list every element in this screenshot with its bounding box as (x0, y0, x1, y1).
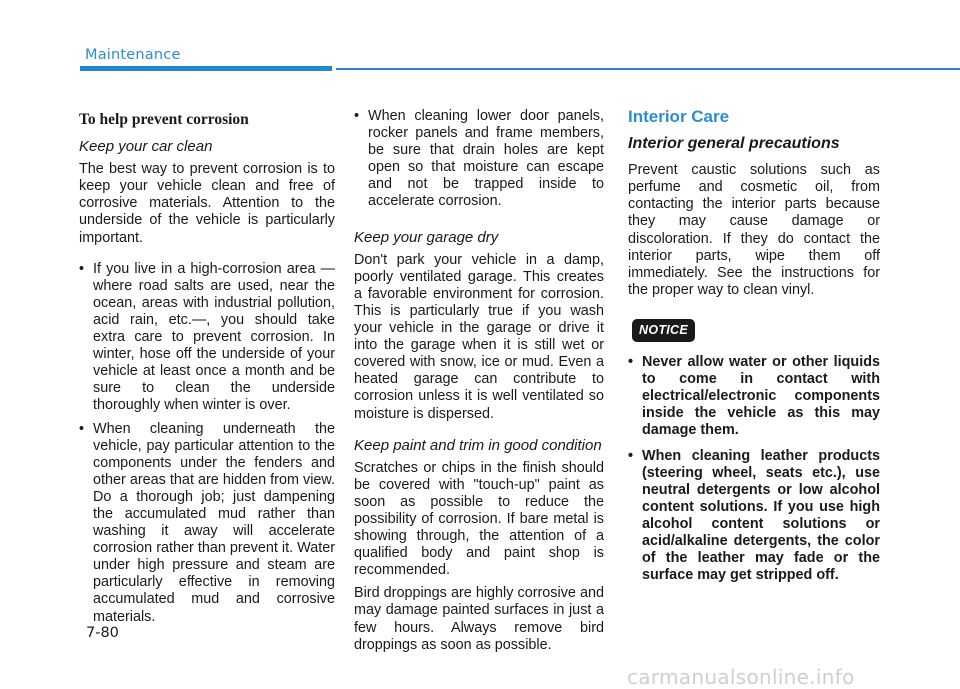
list-item: • When cleaning lower door panels, rocker panels and frame members, be sure that drain holes are kept open so that moisture can escape and not be trapped inside to accelerate corrosion. (354, 108, 604, 211)
watermark: carmanualsonline.info (627, 665, 855, 689)
garage-paragraph: Don't park your vehicle in a damp, poorly ventilated garage. This creates a favorable environment for corrosion. This is particularly true if you wash your vehicle in the garage or drive it into the garage when it is still wet or covered with snow, ice or mud. Even a heated garage can contribute to corrosion unless it is well ventilated so moisture is dispersed. (354, 251, 604, 422)
list-item: • When cleaning underneath the vehicle, pay particular attention to the components under the fenders and other areas that are hidden from view. Do a thorough job; just dampening the accumulated mud rather than washing it away will accelerate corrosion rather than prevent it. Water under high pressure and steam are particularly effective in removing accumulated mud and corrosive materials. (79, 421, 335, 626)
list-item: • When cleaning leather products (steering wheel, seats etc.), use neutral detergents or low alcohol content solutions. If you use high alcohol content solutions or acid/alkaline detergents, the color of the leather may fade or the surface may get stripped off. (628, 448, 880, 585)
keep-clean-intro: The best way to prevent corrosion is to keep your vehicle clean and free of corrosive materials. Attention to the underside of the vehicle is particularly important. (79, 161, 335, 246)
keep-clean-subheading: Keep your car clean (79, 138, 213, 156)
section-header: Maintenance (85, 47, 181, 63)
corrosion-heading: To help prevent corrosion (79, 111, 249, 128)
drain-bullet-list (354, 108, 604, 211)
corrosion-bullet-list (79, 261, 335, 626)
notice-badge: NOTICE (632, 319, 695, 342)
paint-paragraph: Scratches or chips in the finish should be covered with "touch-up" paint as soon as possible to reduce the possibility of corrosion. If bare metal is showing through, the attention of a qualified body and paint shop is recommended. (354, 459, 604, 579)
column-left (79, 108, 335, 632)
list-item: • Never allow water or other liquids to come in contact with electrical/electronic components inside the vehicle as this may damage them. (628, 354, 880, 439)
garage-subheading: Keep your garage dry (354, 228, 499, 246)
list-item: • If you live in a high-corrosion area — where road salts are used, near the ocean, areas with industrial pollution, acid rain, etc.—, you should take extra care to prevent corrosion. In winter, hose off the underside of your vehicle at least once a month and be sure to clean the underside thoroughly when winter is over. (79, 261, 335, 415)
column-middle (354, 108, 604, 668)
page-number: 7-80 (86, 625, 119, 641)
interior-care-heading: Interior Care (628, 107, 730, 126)
header-rule-thick (80, 66, 332, 71)
bird-paragraph: Bird droppings are highly corrosive and may damage painted surfaces in just a few hours. Always remove bird droppings as soon as possible. (354, 585, 604, 653)
interior-paragraph: Prevent caustic solutions such as perfume and cosmetic oil, from contacting the interior parts because they may cause damage or discoloration. If they do contact the interior parts, wipe them off immediately. See the instructions for the proper way to clean vinyl. (628, 162, 880, 298)
notice-bullet-list (628, 354, 880, 584)
paint-subheading: Keep paint and trim in good condition (354, 436, 602, 454)
header-rule-thin (336, 68, 960, 70)
column-right (628, 108, 880, 592)
interior-precautions-subheading: Interior general precautions (628, 135, 840, 153)
